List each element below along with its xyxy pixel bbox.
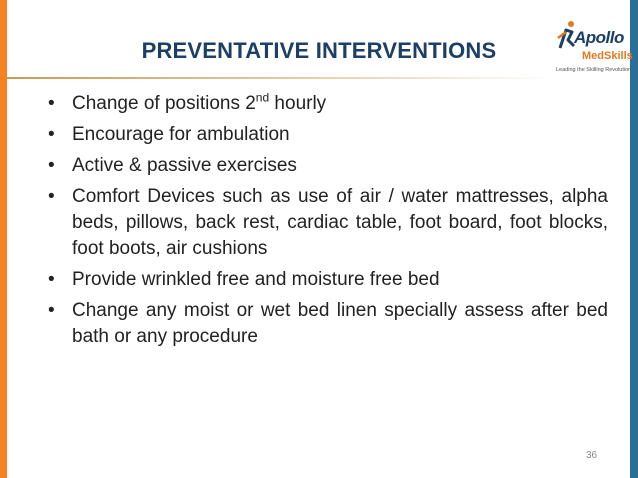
slide-title: PREVENTATIVE INTERVENTIONS xyxy=(141,38,497,63)
logo-product-text: MedSkills xyxy=(582,50,633,62)
bullet-text: Encourage for ambulation xyxy=(72,124,290,145)
title-underline xyxy=(7,77,555,79)
bullet-list xyxy=(48,91,608,355)
left-accent-bar xyxy=(0,0,7,478)
logo-brand-text: Apollo xyxy=(574,28,624,47)
bullet-text: Change of positions 2 xyxy=(72,93,256,114)
bullet-item xyxy=(48,298,608,350)
bullet-text-after: hourly xyxy=(269,93,327,114)
bullet-text: Change any moist or wet bed linen specially assess after bed bath or any procedure xyxy=(72,300,608,347)
bullet-text: Comfort Devices such as use of air / water mattresses, alpha beds, pillows, back rest, cardiac table, foot board, foot blocks, foot boots, air cushions xyxy=(72,186,608,259)
bullet-item xyxy=(48,184,608,262)
bullet-item xyxy=(48,91,608,117)
page-number: 36 xyxy=(586,450,598,461)
bullet-item xyxy=(48,153,608,179)
bullet-item xyxy=(48,122,608,148)
bullet-superscript: nd xyxy=(255,90,270,105)
apollo-medskills-logo xyxy=(552,18,633,80)
bullet-item xyxy=(48,267,608,293)
logo-tagline: Leading the Skilling Revolution xyxy=(556,67,632,73)
bullet-text: Active & passive exercises xyxy=(72,155,297,176)
bullet-text: Provide wrinkled free and moisture free bed xyxy=(72,269,440,290)
